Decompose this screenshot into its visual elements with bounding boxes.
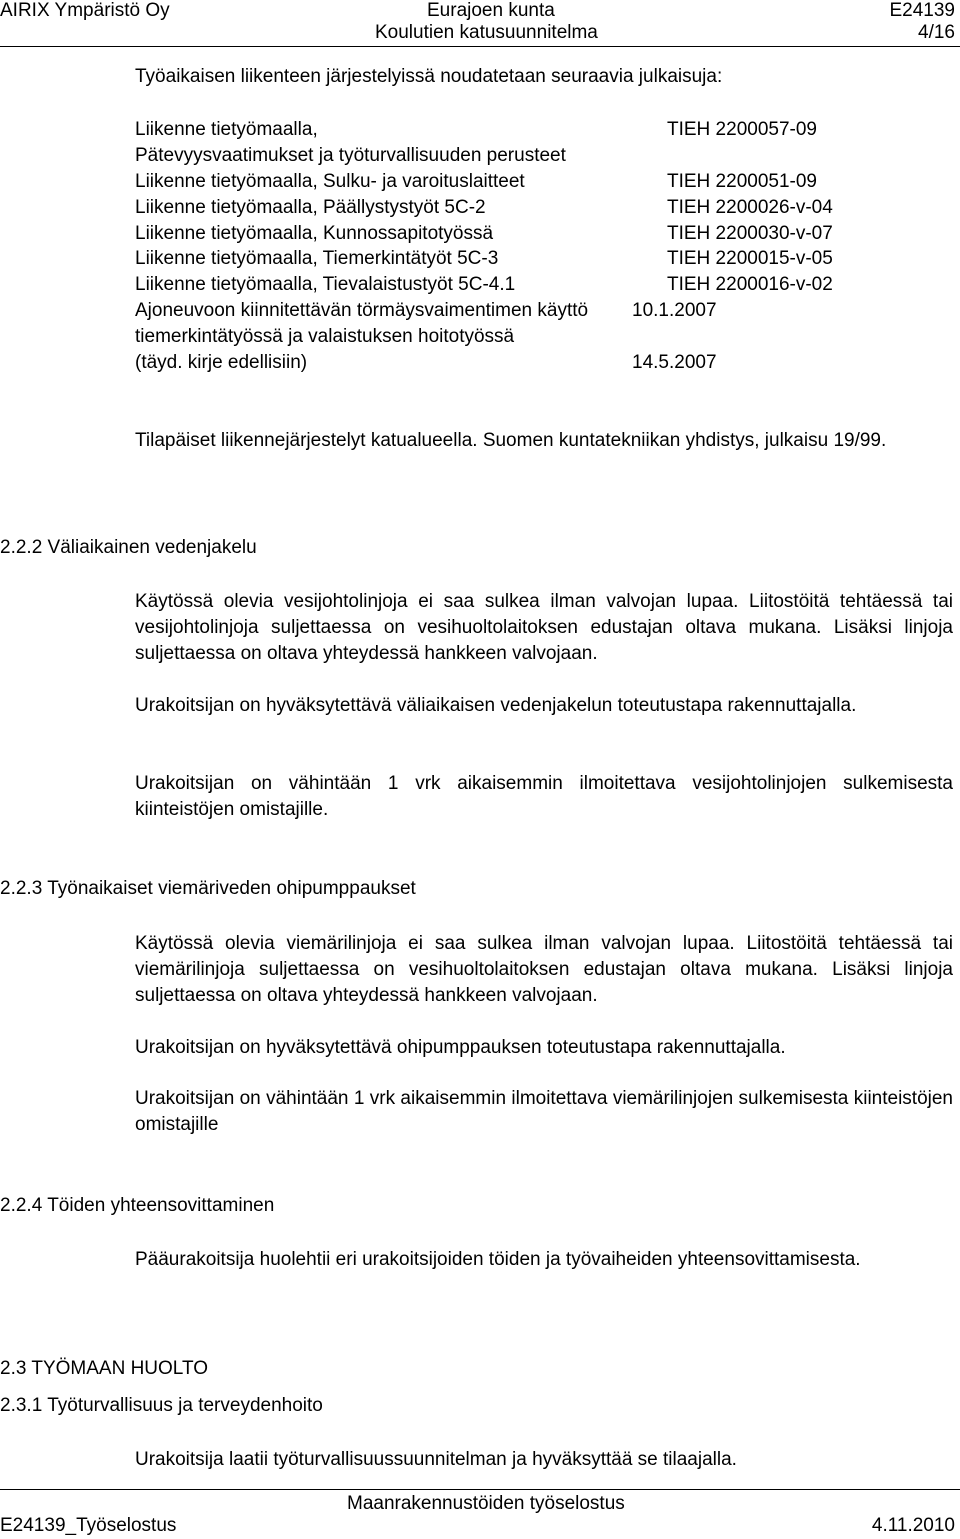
footer-rule	[0, 1489, 960, 1490]
header-doc-code: E24139	[889, 0, 955, 21]
header-company: AIRIX Ympäristö Oy	[0, 0, 170, 21]
publication-title: Liikenne tietyömaalla, Tiemerkintätyöt 5C-3	[135, 248, 499, 269]
publication-code: 14.5.2007	[632, 352, 717, 373]
header-client: Eurajoen kunta	[427, 0, 555, 21]
publication-code: 10.1.2007	[632, 300, 717, 321]
paragraph: Pääurakoitsija huolehtii eri urakoitsijoiden töiden ja työvaiheiden yhteensovittamisesta.	[135, 1249, 861, 1270]
publication-row	[135, 195, 953, 221]
section-heading-2-2-2: 2.2.2 Väliaikainen vedenjakelu	[0, 537, 257, 558]
footer-date: 4.11.2010	[871, 1515, 955, 1536]
paragraph: Urakoitsijan on vähintään 1 vrk aikaisemmin ilmoitettava viemärilinjojen sulkemisesta kiinteistöjen omistajille	[135, 1088, 953, 1135]
publication-row	[135, 221, 953, 247]
publication-code: TIEH 2200015-v-05	[667, 248, 833, 269]
publication-row	[135, 298, 953, 324]
paragraph: Urakoitsijan on hyväksytettävä ohipumppauksen toteutustapa rakennuttajalla.	[135, 1037, 786, 1058]
section-heading-2-3: 2.3 TYÖMAAN HUOLTO	[0, 1358, 208, 1379]
header-rule	[0, 46, 960, 47]
publication-title: Liikenne tietyömaalla, Sulku- ja varoituslaitteet	[135, 171, 525, 192]
publication-code: TIEH 2200026-v-04	[667, 197, 833, 218]
publication-row	[135, 246, 953, 272]
publication-code: TIEH 2200030-v-07	[667, 223, 833, 244]
paragraph: Urakoitsija laatii työturvallisuussuunnitelman ja hyväksyttää se tilaajalla.	[135, 1449, 737, 1470]
publication-title: Liikenne tietyömaalla, Kunnossapitotyössä	[135, 223, 494, 244]
publication-title: Liikenne tietyömaalla, Päällystystyöt 5C-2	[135, 197, 486, 218]
section-heading-2-2-3: 2.2.3 Työnaikaiset viemäriveden ohipumppaukset	[0, 878, 416, 899]
publication-row	[135, 350, 953, 376]
footer-file-name: E24139_Työselostus	[0, 1515, 177, 1536]
publication-title: tiemerkintätyössä ja valaistuksen hoitotyössä	[135, 326, 515, 347]
publication-title: (täyd. kirje edellisiin)	[135, 352, 308, 373]
publication-row	[135, 324, 953, 350]
publication-title: Liikenne tietyömaalla,	[135, 119, 318, 140]
footer-doc-title: Maanrakennustöiden työselostus	[347, 1493, 625, 1514]
paragraph: Käytössä olevia vesijohtolinjoja ei saa sulkea ilman valvojan lupaa. Liitostöitä tehtäessä tai vesijohtolinjoja suljettaessa on vesihuoltolaitoksen edustajan oltava mukana. Lisäksi linjoja suljettaessa on oltava yhteydessä hankkeen valvojaan.	[135, 591, 953, 664]
publication-code: TIEH 2200016-v-02	[667, 274, 833, 295]
section-heading-2-2-4: 2.2.4 Töiden yhteensovittaminen	[0, 1195, 275, 1216]
paragraph: Urakoitsijan on hyväksytettävä väliaikaisen vedenjakelun toteutustapa rakennuttajalla.	[135, 695, 857, 716]
publication-code: TIEH 2200057-09	[667, 119, 817, 140]
publication-title: Pätevyysvaatimukset ja työturvallisuuden perusteet	[135, 145, 566, 166]
intro-text: Työaikaisen liikenteen järjestelyissä noudatetaan seuraavia julkaisuja:	[135, 66, 723, 87]
publication-row	[135, 169, 953, 195]
paragraph: Urakoitsijan on vähintään 1 vrk aikaisemmin ilmoitettava vesijohtolinjojen sulkemisesta kiinteistöjen omistajille.	[135, 773, 953, 820]
publication-title: Ajoneuvoon kiinnitettävän törmäysvaimentimen käyttö	[135, 300, 589, 321]
publication-row	[135, 143, 953, 169]
section-heading-2-3-1: 2.3.1 Työturvallisuus ja terveydenhoito	[0, 1395, 323, 1416]
paragraph: Käytössä olevia viemärilinjoja ei saa sulkea ilman valvojan lupaa. Liitostöitä tehtäessä tai viemärilinjoja suljettaessa on vesihuoltolaitoksen edustajan oltava mukana. Lisäksi linjoja suljettaessa on oltava yhteydessä hankkeen valvojaan.	[135, 933, 953, 1006]
header-page-number: 4/16	[918, 22, 955, 43]
publication-row	[135, 117, 953, 143]
reference-note: Tilapäiset liikennejärjestelyt katualueella. Suomen kuntatekniikan yhdistys, julkaisu 19/99.	[135, 430, 887, 451]
publication-title: Liikenne tietyömaalla, Tievalaistustyöt 5C-4.1	[135, 274, 516, 295]
header-doc-title: Koulutien katusuunnitelma	[375, 22, 598, 43]
publication-code: TIEH 2200051-09	[667, 171, 817, 192]
publication-row	[135, 272, 953, 298]
